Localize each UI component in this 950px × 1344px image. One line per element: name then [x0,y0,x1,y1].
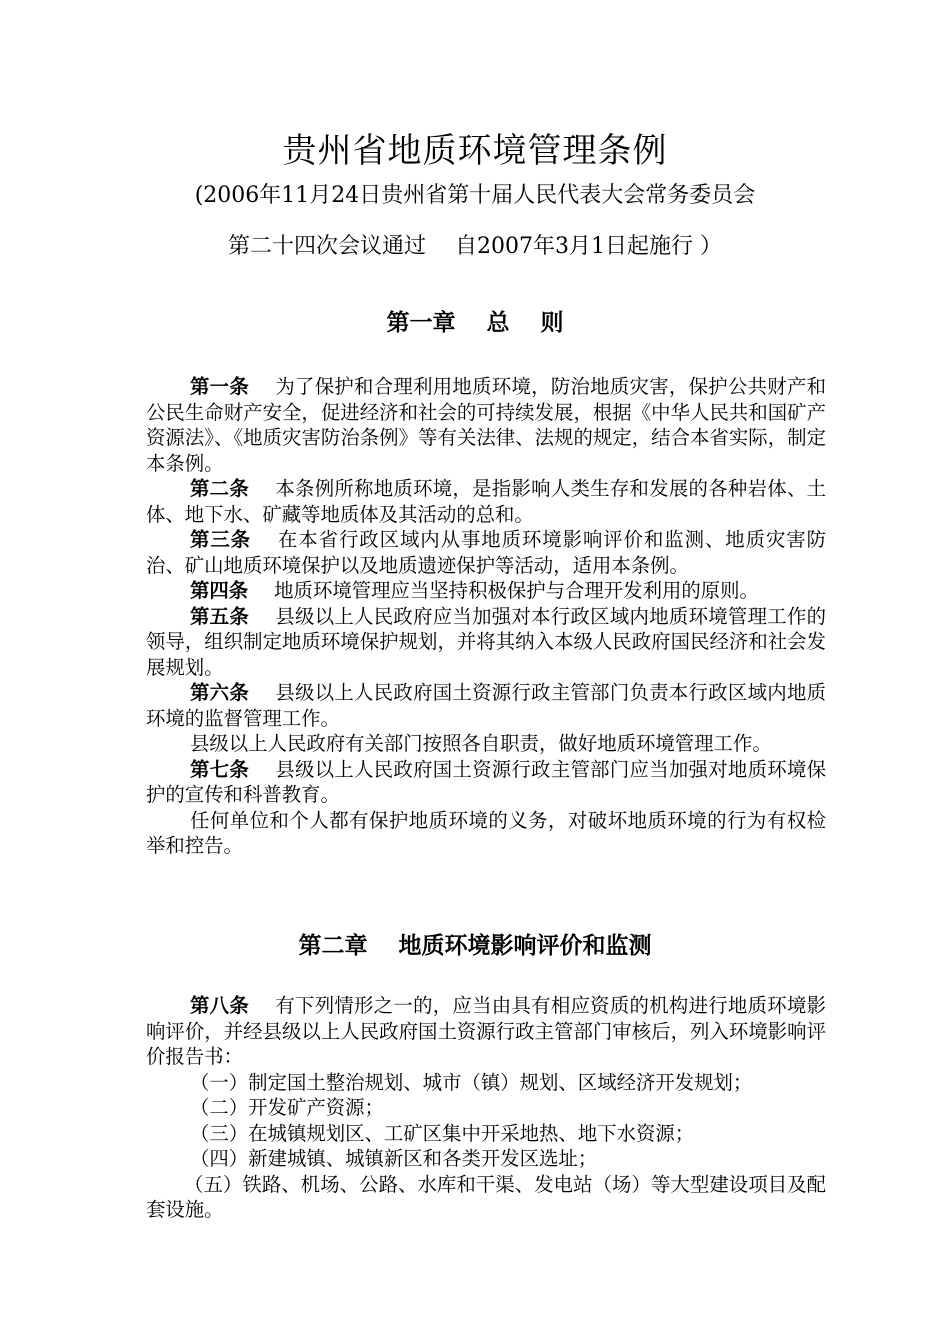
article-label: 第六条 [190,681,250,704]
chapter-2-title: 第二章 地质环境影响评价和监测 [298,933,652,959]
document-subtitle-line2: 第二十四次会议通过 自2007年3月1日起施行 ） [228,234,722,259]
article-3 [146,527,826,578]
article-text: 本条例所称地质环境，是指影响人类生存和发展的各种岩体、土体、地下水、矿藏等地质体及其活动的总和。 [146,477,827,526]
article-7 [146,757,826,808]
article-label: 第八条 [190,994,250,1017]
article-text: 县级以上人民政府国土资源行政主管部门负责本行政区域内地质环境的监督管理工作。 [146,681,827,730]
article-8-item-4: （四）新建城镇、城镇新区和各类开发区选址； [190,1147,598,1170]
document-subtitle-line1: (2006年11月24日贵州省第十届人民代表大会常务委员会 [194,183,756,208]
article-label: 第七条 [190,757,250,781]
article-label: 第三条 [190,528,251,551]
article-8-item-3: （三）在城镇规划区、工矿区集中开采地热、地下水资源； [190,1121,695,1145]
article-label: 第二条 [190,477,250,500]
chapter-1-body [146,374,826,859]
article-text: 县级以上人民政府应当加强对本行政区域内地质环境管理工作的领导，组织制定地质环境保护规划，并将其纳入本级人民政府国民经济和社会发展规划。 [146,604,827,679]
article-label: 第一条 [190,375,250,398]
article-5 [146,604,826,681]
article-text: 在本省行政区域内从事地质环境影响评价和监测、地质灾害防治、矿山地质环境保护以及地质遗迹保护等活动，适用本条例。 [146,528,826,577]
article-4 [146,578,826,604]
article-8 [146,993,826,1070]
article-6 [146,680,826,731]
article-text: 县级以上人民政府有关部门按照各自职责，做好地质环境管理工作。 [190,732,772,755]
article-2 [146,476,826,527]
article-8-item-1: （一）制定国土整治规划、城市（镇）规划、区域经济开发规划； [190,1070,753,1094]
article-8-item-5: （五）铁路、机场、公路、水库和干渠、发电站（场）等大型建设项目及配套设施。 [146,1172,826,1221]
article-7-paragraph-2 [146,808,826,859]
article-text: 县级以上人民政府国土资源行政主管部门应当加强对地质环境保护的宣传和科普教育。 [146,757,827,806]
article-6-paragraph-2 [146,731,826,757]
article-label: 第四条 [190,579,249,602]
article-text: 为了保护和合理利用地质环境，防治地质灾害，保护公共财产和公民生命财产安全，促进经济和社会的可持续发展，根据《中华人民共和国矿产资源法》、《地质灾害防治条例》等有关法律、法规的规定，结合本省实际，制定本条例。 [146,375,827,475]
document-title: 贵州省地质环境管理条例 [282,131,668,171]
article-label: 第五条 [190,604,250,628]
article-text: 有下列情形之一的，应当由具有相应资质的机构进行地质环境影响评价，并经县级以上人民政府国土资源行政主管部门审核后，列入环境影响评价报告书： [146,994,827,1068]
article-text: 地质环境管理应当坚持积极保护与合理开发利用的原则。 [274,579,759,602]
chapter-1-title: 第一章 总 则 [386,310,564,336]
article-text: 任何单位和个人都有保护地质环境的义务，对破坏地质环境的行为有权检举和控告。 [146,808,826,857]
article-8-item-2: （二）开发矿产资源； [190,1096,384,1119]
article-1 [146,374,826,476]
chapter-2-body [146,993,826,1223]
